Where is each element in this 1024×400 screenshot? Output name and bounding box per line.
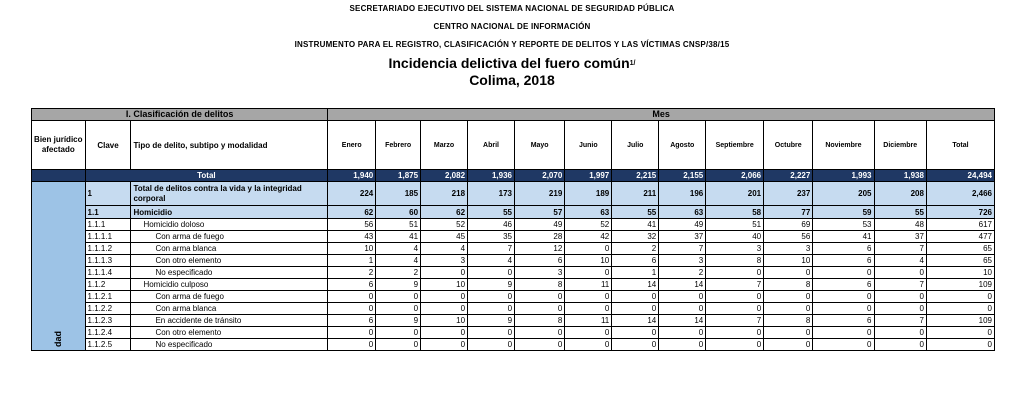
value-cell: 7: [706, 315, 764, 327]
value-cell: 4: [421, 243, 468, 255]
total-value-cell: 2,155: [659, 170, 706, 182]
table-row: [32, 327, 995, 339]
value-cell: 48: [874, 219, 926, 231]
table-row: [32, 315, 995, 327]
value-cell: 0: [764, 291, 813, 303]
value-cell: 224: [328, 182, 376, 206]
column-header-month: Noviembre: [813, 121, 874, 170]
value-cell: 55: [874, 206, 926, 219]
value-cell: 42: [565, 231, 612, 243]
total-value-cell: 24,494: [926, 170, 994, 182]
tipo-delito-cell: En accidente de tránsito: [131, 315, 328, 327]
value-cell: 63: [565, 206, 612, 219]
value-cell: 0: [565, 327, 612, 339]
value-cell: 11: [565, 279, 612, 291]
column-header-month: Junio: [565, 121, 612, 170]
value-cell: 0: [468, 339, 515, 351]
value-cell: 2,466: [926, 182, 994, 206]
report-header: [0, 0, 1024, 88]
value-cell: 0: [926, 339, 994, 351]
bien-juridico-cell: [32, 182, 86, 351]
table-row: [32, 291, 995, 303]
value-cell: 173: [468, 182, 515, 206]
value-cell: 14: [659, 279, 706, 291]
value-cell: 0: [706, 291, 764, 303]
value-cell: 0: [515, 327, 565, 339]
table-body: [32, 170, 995, 351]
column-header-month: Julio: [612, 121, 659, 170]
table-row: [32, 255, 995, 267]
value-cell: 4: [376, 255, 421, 267]
value-cell: 57: [515, 206, 565, 219]
value-cell: 43: [328, 231, 376, 243]
table-row: [32, 219, 995, 231]
value-cell: 0: [706, 327, 764, 339]
value-cell: 35: [468, 231, 515, 243]
column-header-month: Marzo: [421, 121, 468, 170]
total-value-cell: 1,875: [376, 170, 421, 182]
clave-cell: 1.1.2.5: [85, 339, 131, 351]
value-cell: 45: [421, 231, 468, 243]
value-cell: 0: [764, 339, 813, 351]
value-cell: 9: [376, 315, 421, 327]
value-cell: 0: [328, 303, 376, 315]
value-cell: 37: [659, 231, 706, 243]
value-cell: 7: [468, 243, 515, 255]
value-cell: 8: [515, 279, 565, 291]
report-title-text: Incidencia delictiva del fuero común: [388, 55, 630, 71]
group-header-clasificacion: I. Clasificación de delitos: [32, 109, 328, 121]
value-cell: 0: [813, 267, 874, 279]
header-line-3: INSTRUMENTO PARA EL REGISTRO, CLASIFICACIÓN Y REPORTE DE DELITOS Y LAS VÍCTIMAS CNSP/38/15: [294, 40, 730, 49]
value-cell: 14: [659, 315, 706, 327]
tipo-delito-cell: Con arma blanca: [131, 243, 328, 255]
value-cell: 0: [565, 291, 612, 303]
clave-cell: 1.1.2.4: [85, 327, 131, 339]
value-cell: 6: [813, 279, 874, 291]
value-cell: 4: [874, 255, 926, 267]
clave-cell: 1.1.1.3: [85, 255, 131, 267]
tipo-delito-cell: No especificado: [131, 267, 328, 279]
value-cell: 6: [328, 279, 376, 291]
tipo-delito-cell: Con arma blanca: [131, 303, 328, 315]
table-row: [32, 182, 995, 206]
value-cell: 211: [612, 182, 659, 206]
value-cell: 37: [874, 231, 926, 243]
table-row: [32, 339, 995, 351]
value-cell: 0: [813, 291, 874, 303]
value-cell: 0: [659, 339, 706, 351]
table-row: [32, 243, 995, 255]
value-cell: 726: [926, 206, 994, 219]
table-row: [32, 206, 995, 219]
value-cell: 52: [421, 219, 468, 231]
value-cell: 201: [706, 182, 764, 206]
total-value-cell: 1,993: [813, 170, 874, 182]
value-cell: 28: [515, 231, 565, 243]
clave-cell: 1.1.2.2: [85, 303, 131, 315]
value-cell: 0: [468, 303, 515, 315]
value-cell: 8: [706, 255, 764, 267]
value-cell: 0: [515, 291, 565, 303]
value-cell: 3: [515, 267, 565, 279]
total-spacer-cell: [32, 170, 86, 182]
value-cell: 4: [468, 255, 515, 267]
value-cell: 0: [813, 327, 874, 339]
value-cell: 9: [376, 279, 421, 291]
report-title: [0, 54, 1024, 72]
value-cell: 65: [926, 243, 994, 255]
value-cell: 205: [813, 182, 874, 206]
value-cell: 0: [659, 327, 706, 339]
value-cell: 185: [376, 182, 421, 206]
value-cell: 62: [328, 206, 376, 219]
value-cell: 237: [764, 182, 813, 206]
value-cell: 12: [515, 243, 565, 255]
value-cell: 109: [926, 279, 994, 291]
total-value-cell: 2,082: [421, 170, 468, 182]
value-cell: 0: [612, 291, 659, 303]
value-cell: 53: [813, 219, 874, 231]
value-cell: 49: [659, 219, 706, 231]
value-cell: 0: [421, 339, 468, 351]
value-cell: 51: [376, 219, 421, 231]
total-value-cell: 1,997: [565, 170, 612, 182]
value-cell: 0: [659, 291, 706, 303]
clave-cell: 1.1.1: [85, 219, 131, 231]
value-cell: 0: [706, 267, 764, 279]
value-cell: 0: [706, 339, 764, 351]
value-cell: 0: [421, 267, 468, 279]
value-cell: 7: [874, 243, 926, 255]
value-cell: 6: [813, 255, 874, 267]
value-cell: 0: [764, 327, 813, 339]
value-cell: 3: [421, 255, 468, 267]
total-value-cell: 2,070: [515, 170, 565, 182]
value-cell: 2: [328, 267, 376, 279]
value-cell: 0: [515, 339, 565, 351]
value-cell: 0: [421, 291, 468, 303]
value-cell: 49: [515, 219, 565, 231]
value-cell: 0: [376, 291, 421, 303]
value-cell: 41: [612, 219, 659, 231]
column-header-month: Febrero: [376, 121, 421, 170]
tipo-delito-cell: Homicidio doloso: [131, 219, 328, 231]
value-cell: 0: [612, 339, 659, 351]
total-value-cell: 1,936: [468, 170, 515, 182]
clave-cell: 1.1.1.1: [85, 231, 131, 243]
value-cell: 0: [926, 303, 994, 315]
value-cell: 0: [376, 327, 421, 339]
value-cell: 7: [874, 279, 926, 291]
value-cell: 56: [764, 231, 813, 243]
total-value-cell: 2,227: [764, 170, 813, 182]
value-cell: 2: [659, 267, 706, 279]
header-line-2: CENTRO NACIONAL DE INFORMACIÓN: [433, 22, 591, 31]
total-value-cell: 2,066: [706, 170, 764, 182]
value-cell: 10: [764, 255, 813, 267]
value-cell: 32: [612, 231, 659, 243]
value-cell: 10: [328, 243, 376, 255]
value-cell: 52: [565, 219, 612, 231]
value-cell: 2: [376, 267, 421, 279]
column-header-clave: Clave: [85, 121, 131, 170]
value-cell: 41: [813, 231, 874, 243]
value-cell: 477: [926, 231, 994, 243]
value-cell: 0: [706, 303, 764, 315]
crime-incidence-table: [31, 108, 995, 351]
column-header-month: Mayo: [515, 121, 565, 170]
value-cell: 9: [468, 279, 515, 291]
tipo-delito-cell: Homicidio culposo: [131, 279, 328, 291]
report-place-year: Colima, 2018: [469, 72, 555, 88]
value-cell: 59: [813, 206, 874, 219]
value-cell: 77: [764, 206, 813, 219]
value-cell: 0: [515, 303, 565, 315]
value-cell: 55: [612, 206, 659, 219]
value-cell: 14: [612, 279, 659, 291]
value-cell: 0: [376, 303, 421, 315]
value-cell: 0: [874, 267, 926, 279]
value-cell: 51: [706, 219, 764, 231]
value-cell: 7: [659, 243, 706, 255]
column-header-month: Total: [926, 121, 994, 170]
value-cell: 0: [813, 303, 874, 315]
value-cell: 10: [421, 279, 468, 291]
value-cell: 0: [612, 303, 659, 315]
value-cell: 196: [659, 182, 706, 206]
value-cell: 208: [874, 182, 926, 206]
column-header-month: Septiembre: [706, 121, 764, 170]
clave-cell: 1.1.2: [85, 279, 131, 291]
value-cell: 0: [874, 339, 926, 351]
value-cell: 60: [376, 206, 421, 219]
value-cell: 0: [764, 267, 813, 279]
value-cell: 55: [468, 206, 515, 219]
total-value-cell: 2,215: [612, 170, 659, 182]
value-cell: 0: [328, 339, 376, 351]
value-cell: 6: [813, 315, 874, 327]
value-cell: 0: [926, 327, 994, 339]
value-cell: 56: [328, 219, 376, 231]
value-cell: 3: [659, 255, 706, 267]
tipo-delito-cell: Con otro elemento: [131, 255, 328, 267]
value-cell: 0: [874, 303, 926, 315]
value-cell: 0: [764, 303, 813, 315]
tipo-delito-cell: Con arma de fuego: [131, 231, 328, 243]
tipo-delito-cell: Con arma de fuego: [131, 291, 328, 303]
column-header-bien: Bien jurídico afectado: [32, 121, 86, 170]
value-cell: 0: [813, 339, 874, 351]
value-cell: 0: [874, 291, 926, 303]
value-cell: 0: [612, 327, 659, 339]
value-cell: 46: [468, 219, 515, 231]
value-cell: 11: [565, 315, 612, 327]
value-cell: 40: [706, 231, 764, 243]
value-cell: 0: [421, 303, 468, 315]
value-cell: 65: [926, 255, 994, 267]
value-cell: 58: [706, 206, 764, 219]
value-cell: 0: [421, 327, 468, 339]
value-cell: 6: [515, 255, 565, 267]
value-cell: 69: [764, 219, 813, 231]
value-cell: 0: [659, 303, 706, 315]
value-cell: 6: [328, 315, 376, 327]
total-row: [32, 170, 995, 182]
clave-cell: 1.1: [85, 206, 131, 219]
column-header-month: Octubre: [764, 121, 813, 170]
clave-cell: 1: [85, 182, 131, 206]
value-cell: 0: [565, 303, 612, 315]
table-row: [32, 303, 995, 315]
value-cell: 109: [926, 315, 994, 327]
value-cell: 0: [328, 327, 376, 339]
value-cell: 7: [706, 279, 764, 291]
clave-cell: 1.1.1.4: [85, 267, 131, 279]
value-cell: 0: [926, 291, 994, 303]
value-cell: 0: [874, 327, 926, 339]
value-cell: 0: [565, 339, 612, 351]
tipo-delito-cell: Total de delitos contra la vida y la integridad corporal: [131, 182, 328, 206]
value-cell: 7: [874, 315, 926, 327]
value-cell: 2: [612, 243, 659, 255]
column-header-month: Diciembre: [874, 121, 926, 170]
value-cell: 8: [515, 315, 565, 327]
clave-cell: 1.1.2.3: [85, 315, 131, 327]
header-line-1: SECRETARIADO EJECUTIVO DEL SISTEMA NACIONAL DE SEGURIDAD PÚBLICA: [349, 4, 675, 13]
clave-cell: 1.1.1.2: [85, 243, 131, 255]
value-cell: 1: [612, 267, 659, 279]
value-cell: 617: [926, 219, 994, 231]
value-cell: 0: [565, 267, 612, 279]
value-cell: 0: [328, 291, 376, 303]
column-header-row: [32, 121, 995, 170]
value-cell: 0: [565, 243, 612, 255]
value-cell: 3: [764, 243, 813, 255]
value-cell: 4: [376, 243, 421, 255]
value-cell: 0: [376, 339, 421, 351]
value-cell: 10: [421, 315, 468, 327]
column-header-month: Agosto: [659, 121, 706, 170]
value-cell: 62: [421, 206, 468, 219]
value-cell: 218: [421, 182, 468, 206]
group-header-mes: Mes: [328, 109, 995, 121]
value-cell: 14: [612, 315, 659, 327]
value-cell: 219: [515, 182, 565, 206]
value-cell: 1: [328, 255, 376, 267]
value-cell: 0: [468, 267, 515, 279]
table-row: [32, 279, 995, 291]
tipo-delito-cell: No especificado: [131, 339, 328, 351]
table-row: [32, 231, 995, 243]
column-header-month: Enero: [328, 121, 376, 170]
value-cell: 189: [565, 182, 612, 206]
value-cell: 6: [813, 243, 874, 255]
total-value-cell: 1,938: [874, 170, 926, 182]
value-cell: 10: [926, 267, 994, 279]
column-header-month: Abril: [468, 121, 515, 170]
value-cell: 3: [706, 243, 764, 255]
value-cell: 41: [376, 231, 421, 243]
tipo-delito-cell: Con otro elemento: [131, 327, 328, 339]
clave-cell: 1.1.2.1: [85, 291, 131, 303]
value-cell: 10: [565, 255, 612, 267]
value-cell: 63: [659, 206, 706, 219]
tipo-delito-cell: Homicidio: [131, 206, 328, 219]
bien-juridico-label: dad: [52, 330, 63, 347]
value-cell: 0: [468, 327, 515, 339]
value-cell: 9: [468, 315, 515, 327]
value-cell: 8: [764, 315, 813, 327]
value-cell: 8: [764, 279, 813, 291]
value-cell: 0: [468, 291, 515, 303]
title-footnote-marker: 1/: [629, 60, 636, 67]
total-value-cell: 1,940: [328, 170, 376, 182]
value-cell: 6: [612, 255, 659, 267]
table-row: [32, 267, 995, 279]
column-header-tipo: Tipo de delito, subtipo y modalidad: [131, 121, 328, 170]
total-label: Total: [85, 170, 328, 182]
